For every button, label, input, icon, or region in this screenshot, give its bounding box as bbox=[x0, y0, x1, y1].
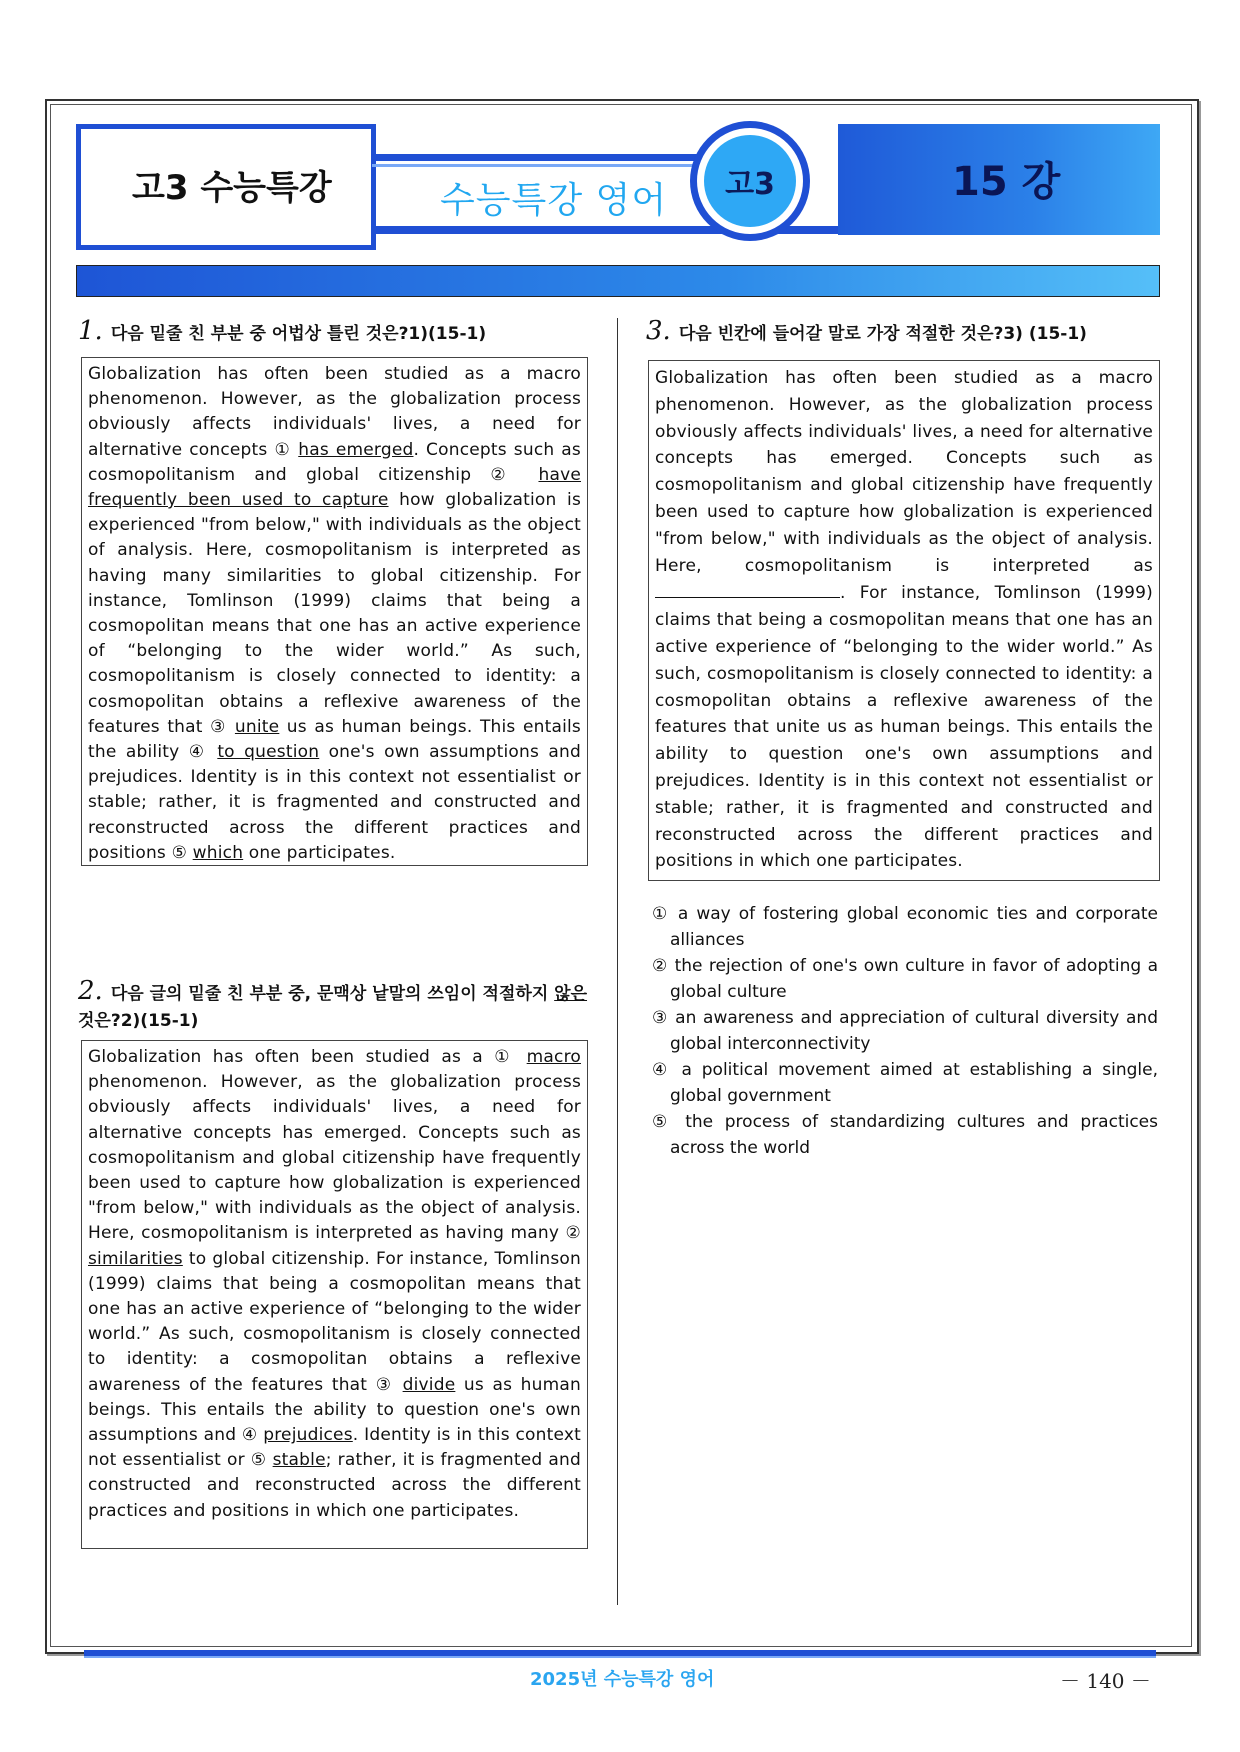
footer-title: 2025년 수능특강 영어 bbox=[530, 1669, 715, 1690]
header-left-title: 고3 수능특강 bbox=[132, 168, 332, 208]
footer-line-light bbox=[84, 1656, 1156, 1658]
q3-number: 3. bbox=[646, 316, 671, 346]
q1-title-text: 다음 밑줄 친 부분 중 어법상 틀린 것은?1)(15-1) bbox=[110, 324, 487, 344]
header-blue-bar bbox=[76, 265, 1160, 297]
q3-title bbox=[646, 316, 1087, 346]
q3-option-3[interactable]: ③ an awareness and appreciation of cultural diversity and global interconnectivity bbox=[652, 1008, 1158, 1054]
q1-number: 1. bbox=[78, 316, 103, 346]
q1-title bbox=[78, 316, 486, 346]
q1-underline-4: to question bbox=[217, 742, 320, 763]
q2-underline-4: prejudices bbox=[263, 1425, 353, 1446]
q2-passage: Globalization has often been studied as a ① macro phenomenon. However, as the globalization process obviously affects individuals' lives, a need for alternative concepts has emerged. Concepts such as cosmopolitanism and global citizenship have frequently been used to capture how globalization is experienced "from below," with individuals as the object of analysis. Here, cosmopolitanism is interpreted as having many ② similarities to global citizenship. For instance, Tomlinson (1999) claims that being a cosmopolitan means that one has an active experience of “belonging to the wider world.” As such, cosmopolitanism is closely connected to identity: a cosmopolitan obtains a reflexive awareness of the features that ③ divide us as human beings. This entails the ability to question one's own assumptions and ④ prejudices. Identity is in this context not essentialist or ⑤ stable; rather, it is fragmented and constructed and reconstructed across the different practices and positions in which one participates. bbox=[81, 1040, 588, 1549]
header-mid-line-light bbox=[372, 164, 702, 167]
q2-number: 2. bbox=[78, 976, 103, 1006]
header-mid-line bbox=[372, 154, 722, 161]
q3-option-2[interactable]: ② the rejection of one's own culture in favor of adopting a global culture bbox=[652, 956, 1158, 1002]
column-divider bbox=[617, 318, 618, 1605]
lesson-number-title: 15 강 bbox=[952, 159, 1061, 205]
page-number: － 140 － bbox=[1060, 1669, 1151, 1693]
q1-underline-1: has emerged bbox=[298, 439, 414, 460]
q3-option-1[interactable]: ① a way of fostering global economic ties and corporate alliances bbox=[652, 904, 1158, 950]
q1-underline-2: have frequently been used to capture bbox=[88, 464, 581, 511]
q3-option-4[interactable]: ④ a political movement aimed at establishing a single, global government bbox=[652, 1060, 1158, 1106]
q3-option-5[interactable]: ⑤ the process of standardizing cultures and practices across the world bbox=[652, 1112, 1158, 1158]
grade-badge: 고3 bbox=[704, 135, 796, 227]
q1-underline-5: which bbox=[192, 842, 244, 863]
q1-underline-3: unite bbox=[234, 716, 280, 737]
header-subject-title: 수능특강 영어 bbox=[440, 180, 668, 221]
q2-title: 2. 다음 글의 밑줄 친 부분 중, 문맥상 낱말의 쓰임이 적절하지 않은 것은?2)(15-1) bbox=[78, 976, 588, 1031]
q3-options bbox=[652, 901, 1158, 1161]
answer-blank bbox=[655, 579, 840, 598]
q2-underline-5: stable bbox=[272, 1450, 326, 1471]
q1-passage: Globalization has often been studied as a macro phenomenon. However, as the globalization process obviously affects individuals' lives, a need for alternative concepts ① has emerged. Concepts such as cosmopolitanism and global citizenship ② have frequently been used to capture how globalization is experienced "from below," with individuals as the object of analysis. Here, cosmopolitanism is interpreted as having many similarities to global citizenship. For instance, Tomlinson (1999) claims that being a cosmopolitan means that one has an active experience of “belonging to the wider world.” As such, cosmopolitanism is closely connected to identity: a cosmopolitan obtains a reflexive awareness of the features that ③ unite us as human beings. This entails the ability ④ to question one's own assumptions and prejudices. Identity is in this context not essentialist or stable; rather, it is fragmented and constructed and reconstructed across the different practices and positions ⑤ which one participates. bbox=[81, 357, 588, 866]
q2-underline-2: similarities bbox=[88, 1248, 183, 1269]
q2-underline-3: divide bbox=[402, 1374, 456, 1395]
q3-passage: Globalization has often been studied as a macro phenomenon. However, as the globalization process obviously affects individuals' lives, a need for alternative concepts has emerged. Concepts such as cosmopolitanism and global citizenship have frequently been used to capture how globalization is experienced "from below," with individuals as the object of analysis. Here, cosmopolitanism is interpreted as . For instance, Tomlinson (1999) claims that being a cosmopolitan means that one has an active experience of “belonging to the wider world.” As such, cosmopolitanism is closely connected to identity: a cosmopolitan obtains a reflexive awareness of the features that unite us as human beings. This entails the ability to question one's own assumptions and prejudices. Identity is in this context not essentialist or stable; rather, it is fragmented and constructed and reconstructed across the different practices and positions in which one participates. bbox=[648, 360, 1160, 881]
q3-title-text: 다음 빈칸에 들어갈 말로 가장 적절한 것은?3) (15-1) bbox=[678, 324, 1087, 344]
q2-underline-1: macro bbox=[526, 1047, 581, 1067]
